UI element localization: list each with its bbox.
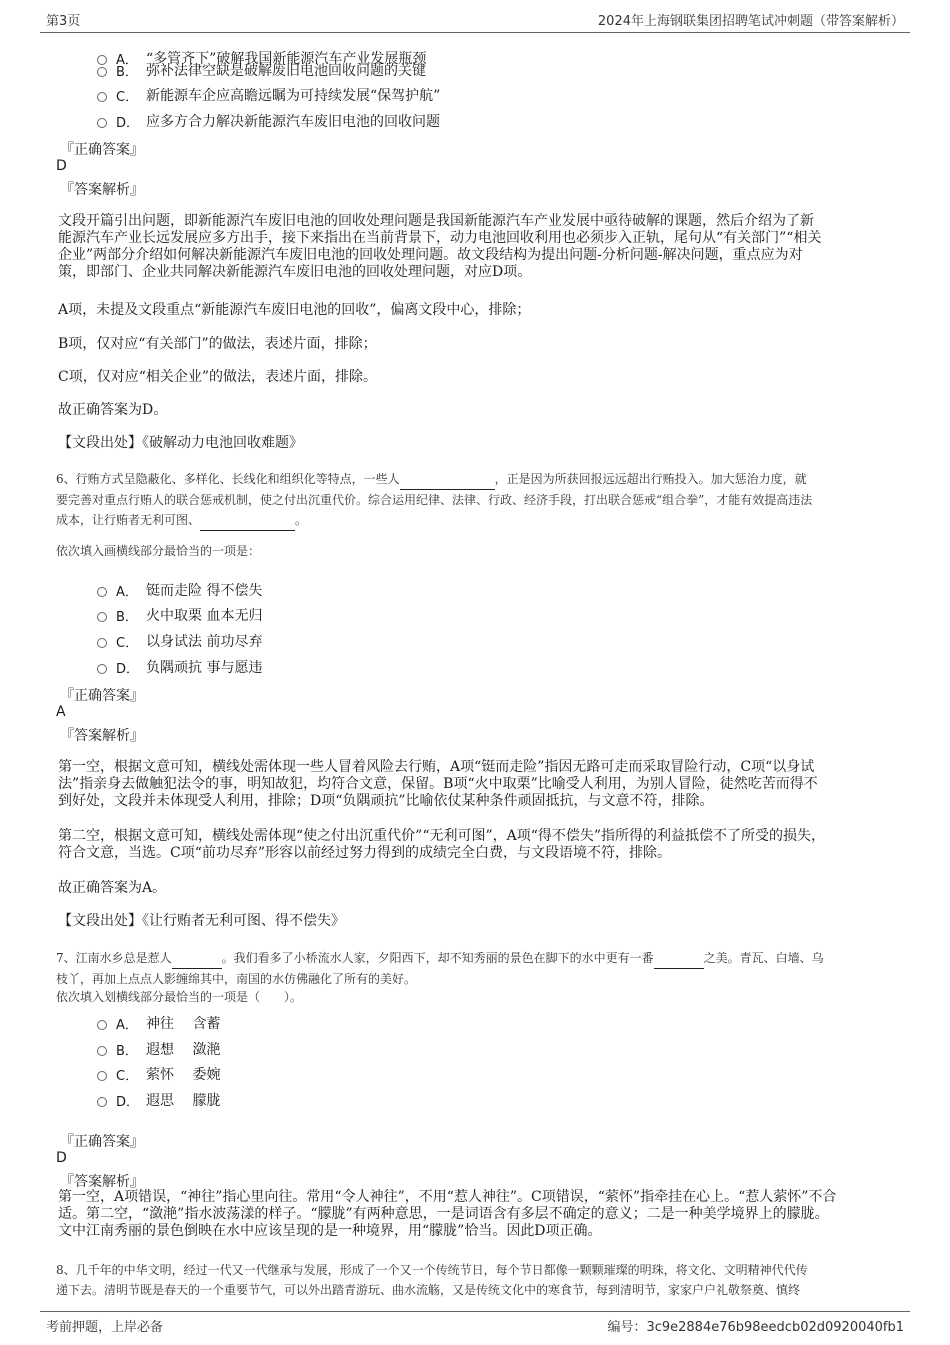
radio-icon[interactable] <box>97 638 107 648</box>
radio-icon[interactable] <box>97 587 107 597</box>
page-number: 第3页 <box>46 14 81 29</box>
q7-answer: D <box>56 1150 67 1166</box>
q6-source: 【文段出处】《让行贿者无利可图、得不偿失》 <box>58 913 345 929</box>
q7-option-a[interactable]: A． 神往 含蓄 <box>97 1013 220 1033</box>
radio-icon[interactable] <box>97 118 107 128</box>
q7-answer-label: 『正确答案』 <box>60 1134 144 1150</box>
q6-analysis-label: 『答案解析』 <box>60 728 144 744</box>
q7-analysis: 第一空，A项错误，“神往”指心里向往。常用“令人神往”，不用“惹人神往”。C项错误，“萦怀”指牵挂在心上。“惹人萦怀”不合 适。第二空，“潋滟”指水波荡漾的样子。“朦胧”有两种意思，一是词语含有多层不确定的意义；二是一种美学境界上的朦胧。 文中江南秀丽的景色倒映在水中应该呈现的是一种境界，用“朦胧”恰当。因此D项正确。 <box>58 1189 837 1239</box>
q7-option-c[interactable]: C． 萦怀 委婉 <box>97 1064 220 1084</box>
q6-analysis-2: 第二空，根据文意可知，横线处需体现“使之付出沉重代价”“无利可图”，A项“得不偿失”指所得的利益抵偿不了所受的损失， 符合文意，当选。C项“前功尽弃”形容以前经过努力得到的成绩完全白费，与文段语境不符，排除。 <box>58 828 826 861</box>
q5-option-b[interactable]: B． 弥补法律空缺是破解废旧电池回收问题的关键 <box>97 60 426 80</box>
fill-blank <box>200 510 295 531</box>
q6-option-d[interactable]: D． 负隅顽抗 事与愿违 <box>97 657 262 677</box>
q6-analysis-1: 第一空，根据文意可知，横线处需体现一些人冒着风险去行贿，A项“铤而走险”指因无路可走而采取冒险行动，C项“以身试 法”指亲身去做触犯法令的事，明知故犯，均符合文意，保留。B项“火中取栗”比喻受人利用，为别人冒险，徒然吃苦而得不 到好处，文段并未体现受人利用，排除；D项“负隅顽抗”比喻依仗某种条件顽固抵抗，与文意不符，排除。 <box>58 759 818 809</box>
q7-option-b[interactable]: B． 遐想 潋滟 <box>97 1039 220 1059</box>
radio-icon[interactable] <box>97 664 107 674</box>
q6-option-c[interactable]: C． 以身试法 前功尽弃 <box>97 631 262 651</box>
radio-icon[interactable] <box>97 92 107 102</box>
footer-rule <box>40 1311 910 1312</box>
q5-option-a[interactable]: A． “多管齐下”破解我国新能源汽车产业发展瓶颈 <box>97 48 426 68</box>
radio-icon[interactable] <box>97 1020 107 1030</box>
footer-slogan: 考前押题，上岸必备 <box>46 1320 164 1335</box>
q6-stem: 6、行贿方式呈隐蔽化、多样化、长线化和组织化等特点，一些人 ，正是因为所获回报远远超出行贿投入。加大惩治力度，就 要完善对重点行贿人的联合惩戒机制，使之付出沉重代价。综合运用纪律、法律、行政、经济手段，打出联合惩戒“组合拳”，才能有效提高违法 成本，让行贿者无利可图、 。 <box>56 469 898 531</box>
q6-prompt: 依次填入画横线部分最恰当的一项是： <box>56 544 261 558</box>
q7-prompt: 依次填入划横线部分最恰当的一项是（ ）。 <box>56 990 303 1004</box>
q5-option-c[interactable]: C． 新能源车企应高瞻远瞩为可持续发展“保驾护航” <box>97 85 440 105</box>
q6-conclusion: 故正确答案为A。 <box>58 880 167 896</box>
q5-answer: D <box>56 158 67 174</box>
q7-stem: 7、江南水乡总是惹人 。我们看多了小桥流水人家，夕阳西下，却不知秀丽的景色在脚下的水中更有一番 之美。青瓦、白墙、乌 枝丫，再加上点点人影缠绵其中，南国的水仿佛融化了所有的美好。 <box>56 948 898 989</box>
q6-answer-label: 『正确答案』 <box>60 688 144 704</box>
radio-icon[interactable] <box>97 1046 107 1056</box>
radio-icon[interactable] <box>97 67 107 77</box>
q5-option-b-note: B项，仅对应“有关部门”的做法，表述片面，排除； <box>58 336 377 352</box>
q5-source: 【文段出处】《破解动力电池回收难题》 <box>58 435 303 451</box>
q5-option-a-note: A项，未提及文段重点“新能源汽车废旧电池的回收”，偏离文段中心，排除； <box>58 302 531 318</box>
q5-conclusion: 故正确答案为D。 <box>58 402 168 418</box>
radio-icon[interactable] <box>97 612 107 622</box>
q5-analysis-label: 『答案解析』 <box>60 182 144 198</box>
q5-analysis: 文段开篇引出问题，即新能源汽车废旧电池的回收处理问题是我国新能源汽车产业发展中亟待破解的课题，然后介绍为了新 能源汽车产业长远发展应多方出手，接下来指出在当前背景下，动力电池回收利用也必须步入正轨，尾句从“有关部门”“相关 企业”两部分介绍如何解决新能源汽车废旧电池的回收处理问题。故文段结构为提出问题-分析问题-解决问题，重点应为对 策，即部门、企业共同解决新能源汽车废旧电池的回收处理问题，对应D项。 <box>58 213 822 280</box>
q5-option-c-note: C项，仅对应“相关企业”的做法，表述片面，排除。 <box>58 369 378 385</box>
document-id: 编号：3c9e2884e76b98eedcb02d0920040fb1 <box>607 1320 904 1335</box>
q6-option-a[interactable]: A． 铤而走险 得不偿失 <box>97 580 262 600</box>
q7-analysis-label: 『答案解析』 <box>60 1174 144 1190</box>
fill-blank <box>654 948 704 969</box>
q5-option-d[interactable]: D． 应多方合力解决新能源汽车废旧电池的回收问题 <box>97 111 440 131</box>
fill-blank <box>400 469 495 490</box>
radio-icon[interactable] <box>97 1097 107 1107</box>
radio-icon[interactable] <box>97 1071 107 1081</box>
q6-option-b[interactable]: B． 火中取栗 血本无归 <box>97 605 262 625</box>
q5-answer-label: 『正确答案』 <box>60 142 144 158</box>
fill-blank <box>172 948 222 969</box>
document-title: 2024年上海钢联集团招聘笔试冲刺题（带答案解析） <box>597 14 904 29</box>
q8-stem: 8、几千年的中华文明，经过一代又一代继承与发展，形成了一个又一个传统节日，每个节日都像一颗颗璀璨的明珠，将文化、文明精神代代传 递下去。清明节既是春天的一个重要节气，可以外出踏青游玩、曲水流觞，又是传统文化中的寒食节，每到清明节，家家户户礼敬祭奠、慎终 <box>56 1263 808 1297</box>
q7-option-d[interactable]: D． 遐思 朦胧 <box>97 1090 220 1110</box>
q6-answer: A <box>56 704 66 720</box>
header-rule <box>40 32 910 33</box>
